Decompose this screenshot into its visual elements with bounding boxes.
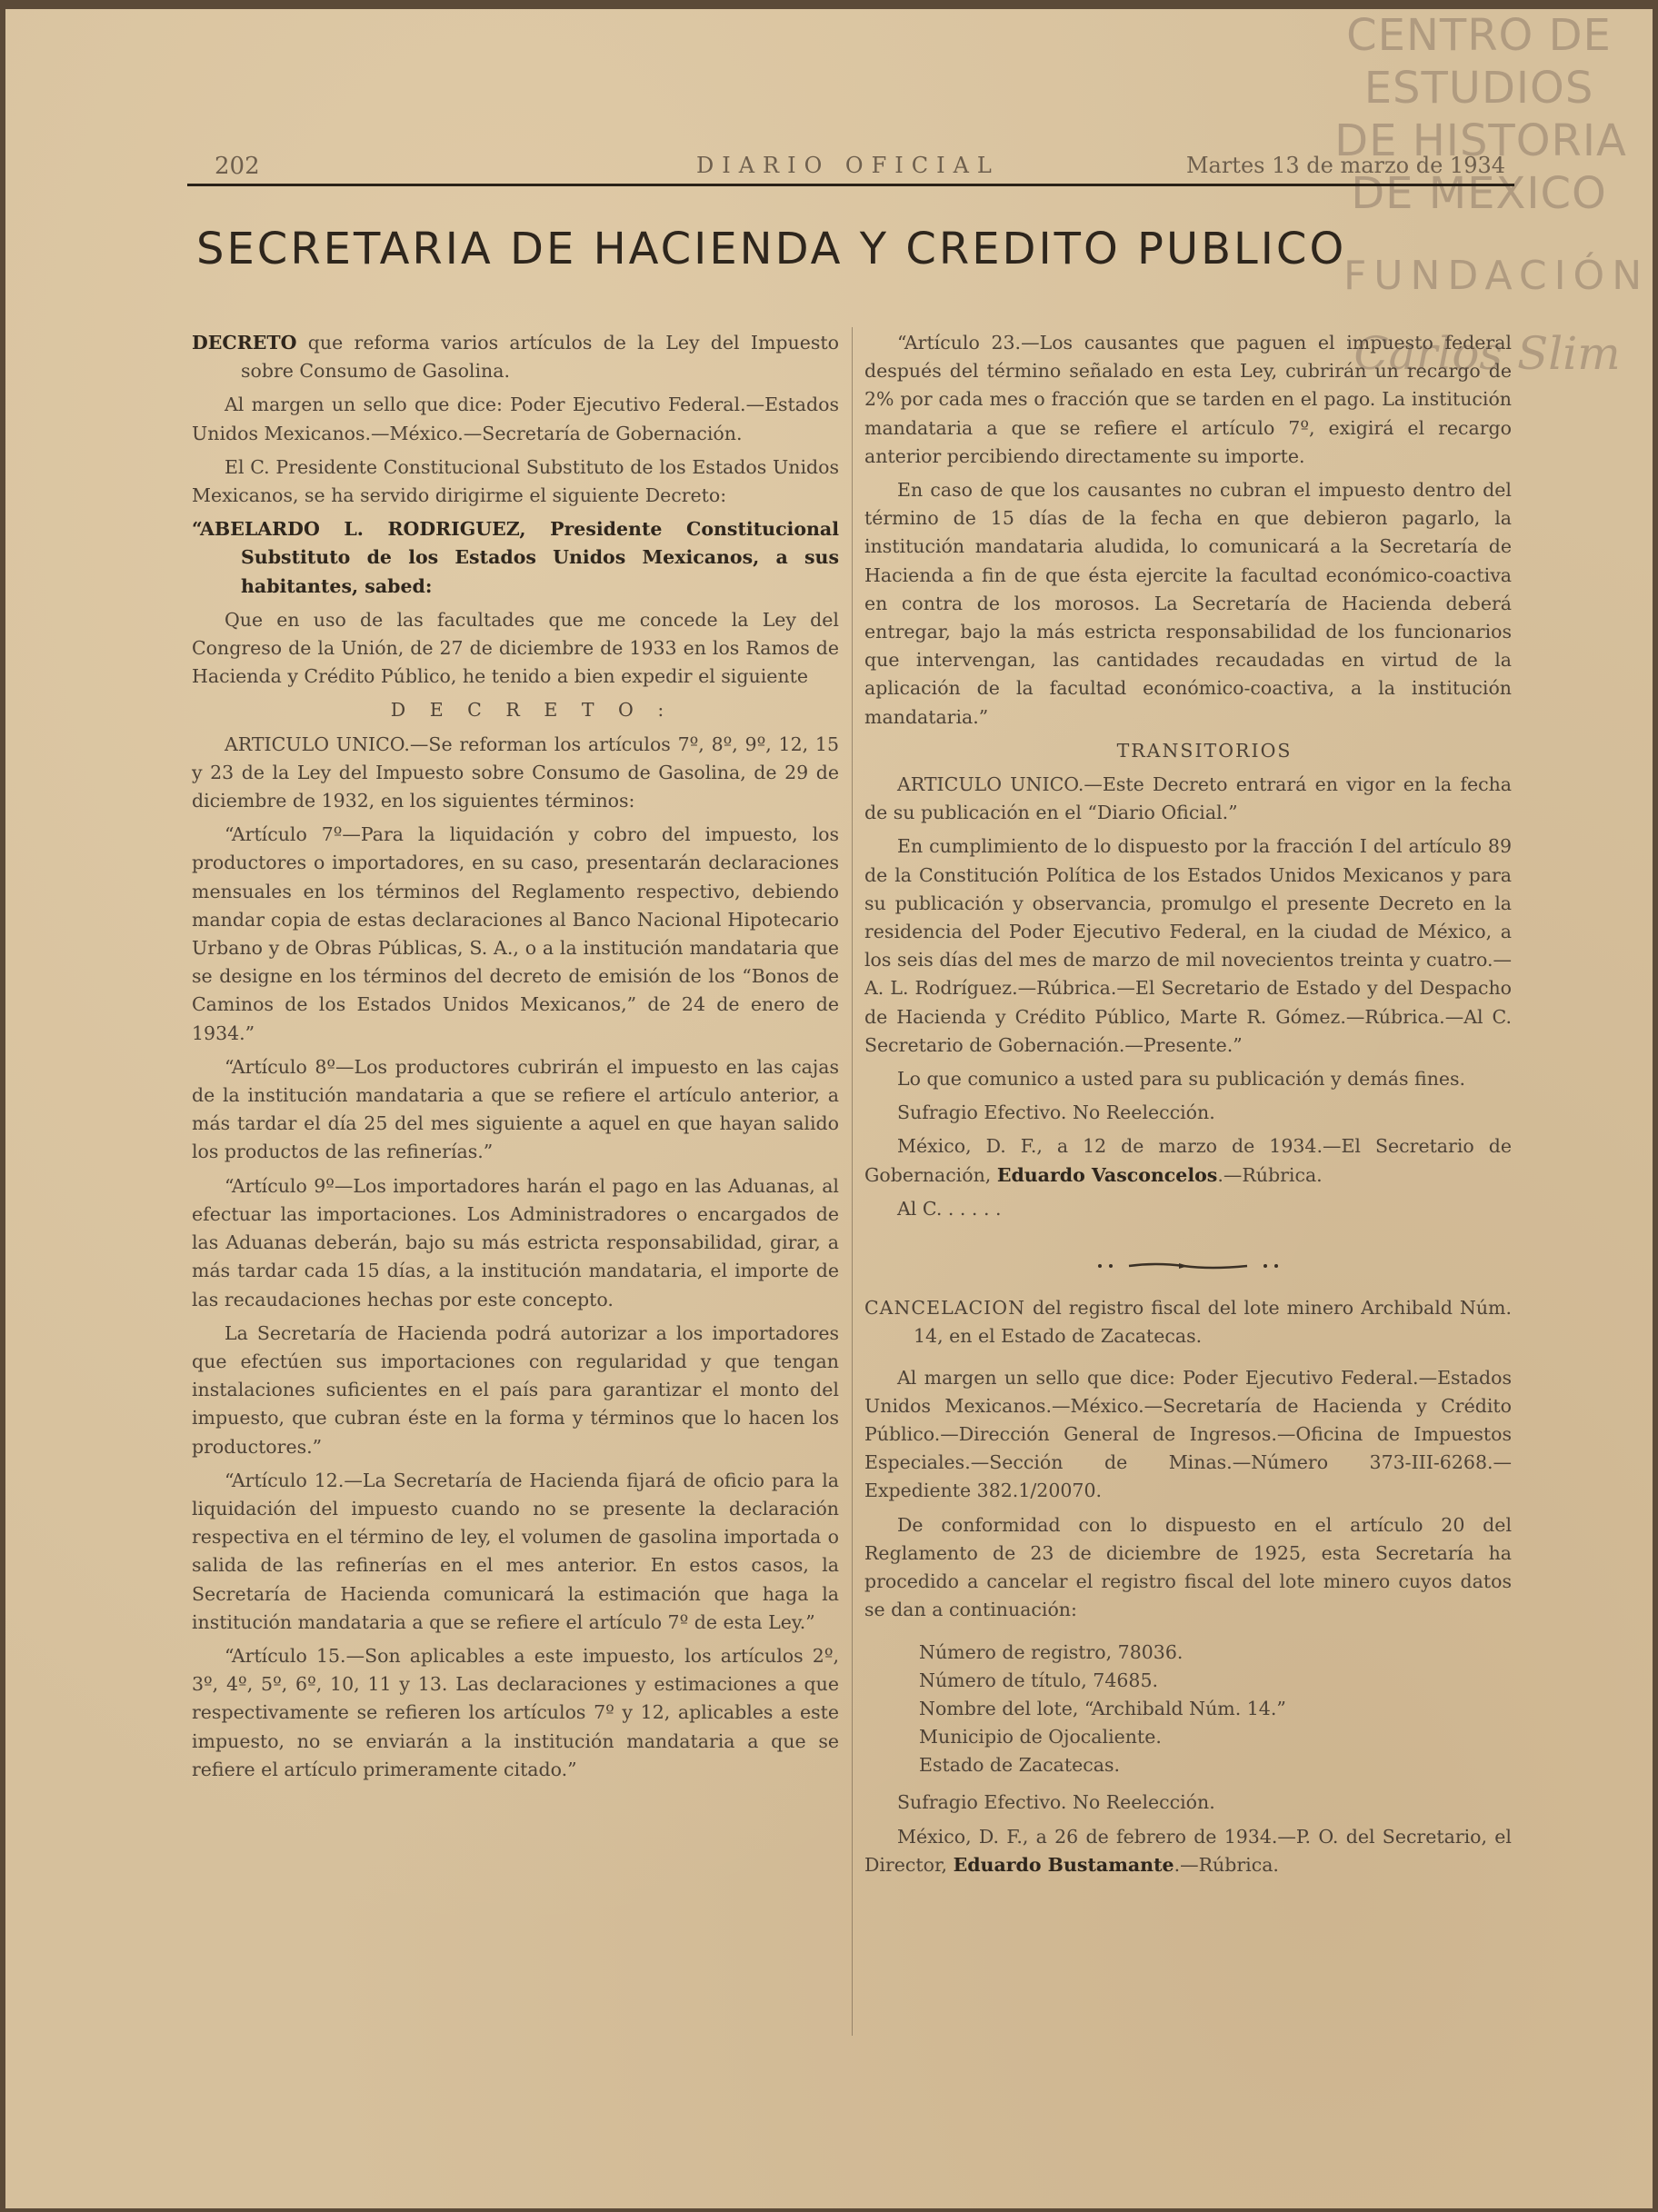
watermark-line: DE HISTORIA (1334, 115, 1627, 166)
decree-title (192, 329, 839, 385)
cancellation-title-lead: CANCELACION (864, 1297, 1026, 1320)
cancellation-title-rest: del registro fiscal del lote minero Archibald Núm. 14, en el Estado de Zacatecas. (914, 1297, 1512, 1348)
ornament-rule-icon (1093, 1260, 1283, 1272)
communication-paragraph: Lo que comunico a usted para su publicación y demás fines. (897, 1068, 1466, 1091)
issue-date: Martes 13 de marzo de 1934 (1185, 153, 1505, 178)
watermark-line: CENTRO DE (1346, 10, 1612, 61)
article-8: “Artículo 8º—Los productores cubrirán el impuesto en las cajas de la institución mandataria a que se refiere el artículo anterior, a más tardar el día 25 del mes siguiente a aquel en que hayan salido los productos de las refinerías.” (192, 1055, 839, 1163)
cancellation-body-paragraph: De conformidad con lo dispuesto en el artículo 20 del Reglamento de 23 de diciembre de 1925, esta Secretaría ha procedido a cancelar el registro fiscal del lote minero cuyos datos se dan a continuación: (864, 1513, 1512, 1621)
watermark-signature: Carlos Slim (1353, 327, 1621, 380)
watermark-line: DE MEXICO (1351, 168, 1607, 219)
cancellation-signoff (864, 1823, 1512, 1879)
article-23-continued: En caso de que los causantes no cubran el impuesto dentro del término de 15 días de la fecha en que debieron pagarlo, la institución mandataria aludida, lo comunicará a la Secretaría de Hacienda a fin de que ésta ejercite la facultad económico-coactiva en contra de los morosos. La Secretaría de Hacienda deberá entregar, bajo la más estricta responsabilidad de los funcionarios que intervengan, las cantidades recaudadas en virtud de la aplicación de la facultad económico-coactiva, a la institución mandataria.” (864, 479, 1512, 728)
article-9-continued: La Secretaría de Hacienda podrá autorizar a los importadores que efectúen sus importaciones con regularidad y que tengan instalaciones suficientes en el país para garantizar el monto del impuesto, que cubran éste en la forma y términos que lo hacen los productores.” (192, 1321, 839, 1458)
header-rule (187, 184, 1514, 186)
intro-paragraph: El C. Presidente Constitucional Substituto de los Estados Unidos Mexicanos, se ha servido dirigirme el siguiente Decreto: (192, 455, 839, 507)
signoff-name: Eduardo Bustamante (953, 1853, 1174, 1876)
watermark-foundation: FUNDACIÓN (1343, 253, 1650, 299)
article-unique: ARTICULO UNICO.—Se reforman los artículos 7º, 8º, 9º, 12, 15 y 23 de la Ley del Impuesto sobre Consumo de Gasolina, de 29 de diciembre de 1932, en los siguientes términos: (192, 732, 839, 812)
article-9: “Artículo 9º—Los importadores harán el pago en las Aduanas, al efectuar las importaciones. Los Administradores o encargados de las Aduanas deberán, bajo su más estricta responsabilidad, girar, a más tardar cada 15 días, a la institución mandataria, el importe de las recaudaciones hechas por este concepto. (192, 1174, 839, 1310)
list-item: Nombre del lote, “Archibald Núm. 14.” (919, 1698, 1286, 1720)
suffrage-line: Sufragio Efectivo. No Reelección. (897, 1101, 1215, 1124)
section-title: SECRETARIA DE HACIENDA Y CREDITO PUBLICO (196, 224, 1347, 274)
page-number: 202 (215, 153, 260, 180)
article-7: “Artículo 7º—Para la liquidación y cobro del impuesto, los productores o importadores, en su caso, presentarán declaraciones mensuales en los términos del Reglamento respectivo, debiendo mandar copia de estas declaraciones al Banco Nacional Hipotecario Urbano y de Obras Públicas, S. A., o a la institución mandataria que se designe en los términos del decreto de emisión de los “Bonos de Caminos de los Estados Unidos Mexicanos,” de 24 de enero de 1934.” (192, 823, 839, 1044)
list-item: Estado de Zacatecas. (919, 1754, 1120, 1777)
article-12: “Artículo 12.—La Secretaría de Hacienda fijará de oficio para la liquidación del impuesto cuando no se presente la declaración respectiva en el término de ley, el volumen de gasolina importada o salida de las refinerías en el mes anterior. En estos casos, la Secretaría de Hacienda comunicará la estimación que haga la institución mandataria a que se refiere el artículo 7º de esta Ley.” (192, 1469, 839, 1633)
decree-title-rest: que reforma varios artículos de la Ley del Impuesto sobre Consumo de Gasolina. (241, 332, 839, 383)
signoff-lead: México, D. F., a 12 de marzo de 1934.—El Secretario de Gobernación, (864, 1135, 1512, 1186)
decree-title-lead: DECRETO (192, 332, 297, 354)
list-item: Municipio de Ojocaliente. (919, 1726, 1162, 1749)
president-name: “ABELARDO L. RODRIGUEZ (192, 518, 520, 541)
cancellation-seal-paragraph: Al margen un sello que dice: Poder Ejecutivo Federal.—Estados Unidos Mexicanos.—México.—Secretaría de Hacienda y Crédito Público.—Dirección General de Ingresos.—Oficina de Impuestos Especiales.—Sección de Minas.—Número 373-III-6268.—Expediente 382.1/20070. (864, 1366, 1512, 1502)
signoff-end: .—Rúbrica. (1174, 1853, 1279, 1876)
newspaper-page (5, 9, 1653, 2208)
promulgation-paragraph: En cumplimiento de lo dispuesto por la fracción I del artículo 89 de la Constitución Política de los Estados Unidos Mexicanos y para su publicación y observancia, promulgo el presente Decreto en la residencia del Poder Ejecutivo Federal, en la ciudad de México, a los seis días del mes de marzo de mil novecientos treinta y cuatro.—A. L. Rodríguez.—Rúbrica.—El Secretario de Estado y del Despacho de Hacienda y Crédito Público, Marte R. Gómez.—Rúbrica.—Al C. Secretario de Gobernación.—Presente.” (864, 835, 1512, 1056)
gazette-name: DIARIO OFICIAL (696, 153, 1000, 178)
decree-signoff (864, 1132, 1512, 1189)
signoff-lead: México, D. F., a 26 de febrero de 1934.—P. O. del Secretario, el Director, (864, 1825, 1512, 1876)
article-15: “Artículo 15.—Son aplicables a este impuesto, los artículos 2º, 3º, 4º, 5º, 6º, 10, 11 y 13. Las declaraciones y estimaciones a que respectivamente se refieren los artículos 7º y 12, aplicables a este impuesto, no se enviarán a la institución mandataria a que se refiere el artículo primeramente citado.” (192, 1644, 839, 1780)
lot-details-list (864, 1639, 1512, 1779)
column-divider (852, 327, 853, 2036)
addressee-line: Al C. . . . . . (897, 1197, 1002, 1220)
right-column (864, 329, 1512, 1885)
decree-heading: D E C R E T O : (390, 699, 674, 722)
article-23: “Artículo 23.—Los causantes que paguen el impuesto federal después del término señalado en esta Ley, cubrirán un recargo de 2% por cada mes o fracción que se tarden en el pago. La institución mandataria a que se refiere el artículo 7º, exigirá el recargo anterior percibiendo directamente su importe. (864, 332, 1512, 467)
list-item: Número de registro, 78036. (919, 1641, 1184, 1664)
transitory-heading: TRANSITORIOS (1116, 739, 1293, 762)
faculties-paragraph: Que en uso de las facultades que me concede la Ley del Congreso de la Unión, de 27 de diciembre de 1933 en los Ramos de Hacienda y Crédito Público, he tenido a bien expedir el siguiente (192, 608, 839, 688)
seal-paragraph: Al margen un sello que dice: Poder Ejecutivo Federal.—Estados Unidos Mexicanos.—México.—Secretaría de Gobernación. (192, 394, 839, 444)
president-paragraph (192, 515, 839, 601)
watermark-line: ESTUDIOS (1363, 63, 1594, 114)
signoff-name: Eduardo Vasconcelos (996, 1163, 1218, 1186)
cancellation-title (864, 1294, 1512, 1350)
president-title: , Presidente Constitucional Substituto de los Estados Unidos Mexicanos, a sus habitantes, sabed: (241, 518, 839, 597)
cancellation-suffrage-line: Sufragio Efectivo. No Reelección. (897, 1791, 1215, 1814)
section-ornament (864, 1252, 1512, 1270)
transitory-article: ARTICULO UNICO.—Este Decreto entrará en vigor en la fecha de su publicación en el “Diario Oficial.” (864, 773, 1512, 824)
left-column (192, 329, 839, 1789)
signoff-end: .—Rúbrica. (1217, 1163, 1323, 1186)
list-item: Número de título, 74685. (919, 1669, 1159, 1692)
